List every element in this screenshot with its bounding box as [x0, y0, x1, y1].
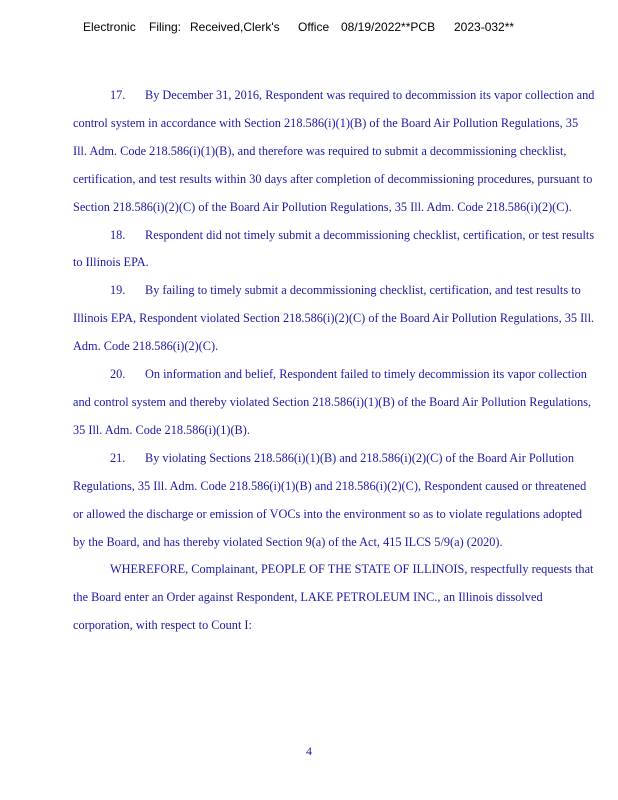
paragraph-text: By December 31, 2016, Respondent was required to decommission its vapor collection and control system in accordance with Section 218.586(i)(1)(B) of the Board Air Pollution Regulations, 35 Ill. Adm. Code 218.586(i)(1)(B), and therefore was required to submit a decommissioning checklist, certification, and test results within 30 days after completion of decommissioning procedures, pursuant to Section 218.586(i)(2)(C) of the Board Air Pollution Regulations, 35 Ill. Adm. Code 218.586(i)(2)(C).	[73, 88, 595, 214]
page-number: 4	[306, 744, 312, 758]
paragraph-17	[73, 82, 595, 222]
paragraph-21	[73, 445, 595, 557]
paragraph-text: By failing to timely submit a decommissioning checklist, certification, and test results to Illinois EPA, Respondent violated Section 218.586(i)(2)(C) of the Board Air Pollution Regulations, 35 Ill. Adm. Code 218.586(i)(2)(C).	[73, 283, 595, 354]
header-date: 08/19/2022**PCB	[341, 20, 436, 34]
paragraph-19	[73, 277, 595, 361]
paragraph-text: By violating Sections 218.586(i)(1)(B) and 218.586(i)(2)(C) of the Board Air Pollution Regulations, 35 Ill. Adm. Code 218.586(i)(1)(B) and 218.586(i)(2)(C), Respondent caused or threatened or allowed the discharge or emission of VOCs into the environment so as to violate regulations adopted by the Board, and has thereby violated Section 9(a) of the Act, 415 ILCS 5/9(a) (2020).	[73, 450, 587, 549]
header-electronic: Electronic	[83, 20, 136, 34]
header-filing: Filing:	[149, 20, 182, 34]
header-office: Office	[298, 20, 330, 34]
paragraph-number: 19.	[110, 283, 126, 298]
paragraph-number: 20.	[110, 367, 126, 382]
paragraph-18	[73, 222, 595, 278]
paragraph-number: 17.	[110, 88, 126, 102]
document-body	[73, 82, 595, 640]
header-received: Received,Clerk's	[190, 20, 280, 34]
paragraph-number: 21.	[110, 450, 126, 465]
header-case-number: 2023-032**	[454, 20, 515, 34]
paragraph-20	[73, 361, 595, 445]
paragraph-number: 18.	[110, 227, 126, 242]
paragraph-text: On information and belief, Respondent failed to timely decommission its vapor collection and control system and thereby violated Section 218.586(i)(1)(B) of the Board Air Pollution Regulations, 35 Ill. Adm. Code 218.586(i)(1)(B).	[73, 367, 592, 437]
paragraph-text: Respondent did not timely submit a decommissioning checklist, certification, or test results to Illinois EPA.	[73, 227, 595, 270]
wherefore-text: WHEREFORE, Complainant, PEOPLE OF THE STATE OF ILLINOIS, respectfully requests that the Board enter an Order against Respondent, LAKE PETROLEUM INC., an Illinois dissolved corporation, with respect to Count I:	[73, 562, 594, 633]
wherefore-clause	[73, 556, 595, 640]
filing-stamp-header	[0, 20, 618, 36]
